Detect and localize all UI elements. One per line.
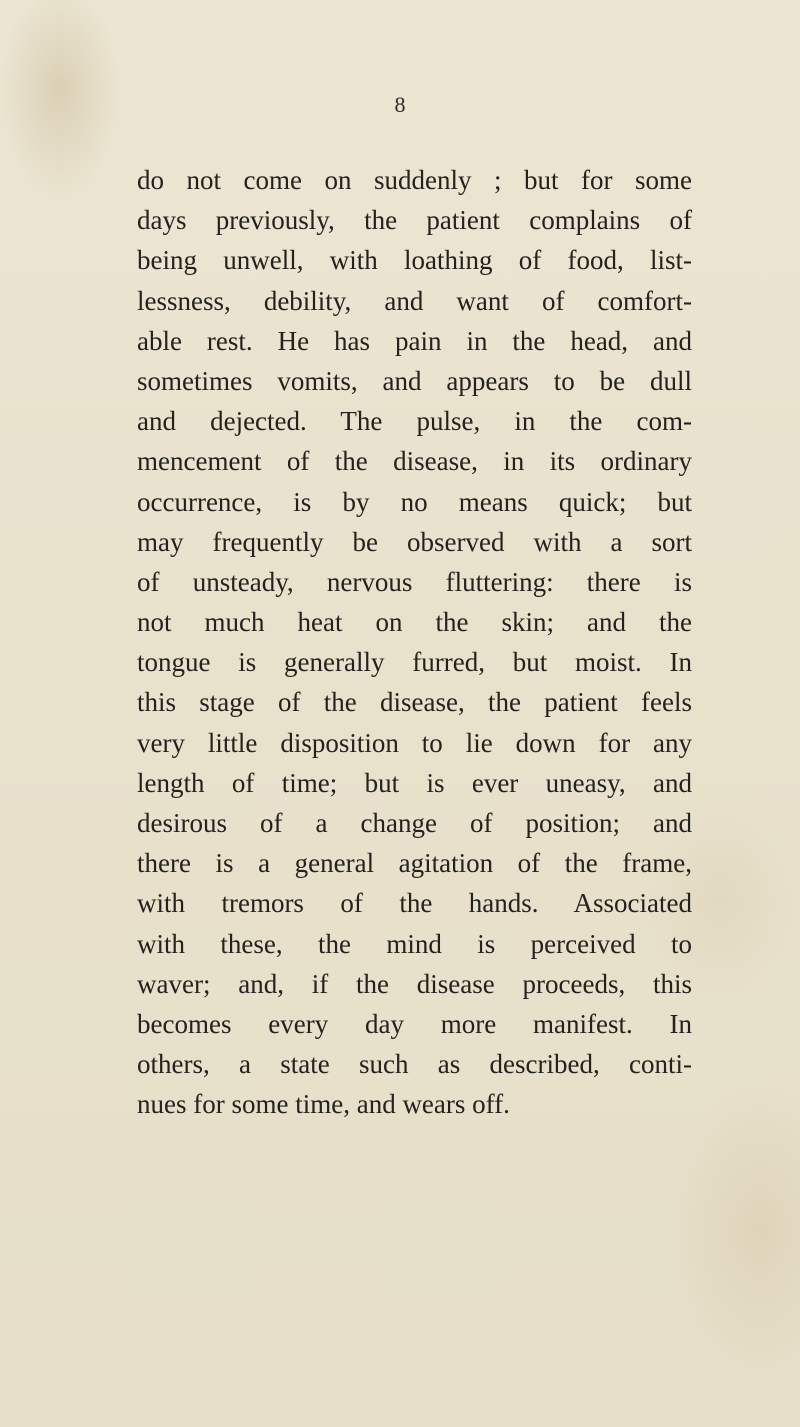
text-line: length of time; but is ever uneasy, and [137, 767, 692, 798]
text-line: occurrence, is by no means quick; but [137, 486, 692, 517]
text-line: sometimes vomits, and appears to be dull [137, 365, 692, 396]
text-line: this stage of the disease, the patient feels [137, 687, 692, 718]
text-line: with these, the mind is perceived to [137, 928, 692, 959]
text-line: of unsteady, nervous fluttering: there is [137, 566, 692, 597]
text-line: becomes every day more manifest. In [137, 1008, 692, 1039]
text-line: others, a state such as described, conti- [137, 1049, 692, 1080]
text-line: days previously, the patient complains of [137, 205, 692, 236]
text-line: desirous of a change of position; and [137, 808, 692, 838]
text-line: there is a general agitation of the frame, [137, 848, 692, 879]
text-line: lessness, debility, and want of comfort- [137, 285, 692, 316]
text-line: nues for some time, and wears off. [137, 1089, 510, 1120]
text-line: tongue is generally furred, but moist. In [137, 647, 692, 678]
text-line: able rest. He has pain in the head, and [137, 325, 692, 356]
body-text [137, 160, 692, 1125]
text-line: and dejected. The pulse, in the com- [137, 406, 692, 437]
text-line: may frequently be observed with a sort [137, 526, 692, 557]
text-line: with tremors of the hands. Associated [137, 888, 692, 919]
text-line: waver; and, if the disease proceeds, this [137, 968, 692, 999]
text-line: not much heat on the skin; and the [137, 607, 692, 638]
text-line: being unwell, with loathing of food, list- [137, 245, 692, 276]
page-number: 8 [394, 92, 406, 117]
text-line: do not come on suddenly ; but for some [137, 165, 692, 195]
text-line: mencement of the disease, in its ordinary [137, 446, 692, 477]
text-line: very little disposition to lie down for any [137, 727, 692, 758]
